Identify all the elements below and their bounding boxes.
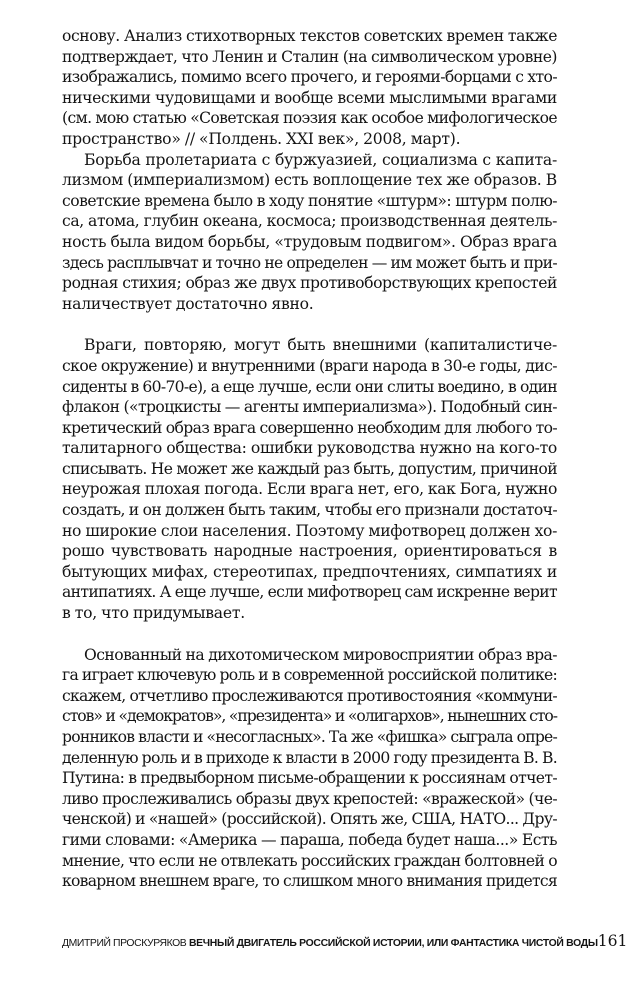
text-line: рошо чувствовать народные настроения, ориентироваться в xyxy=(62,542,557,561)
text-line: ность была видом борьбы, «трудовым подвигом». Образ врага xyxy=(62,232,557,251)
page-number: 161 xyxy=(597,932,627,950)
text-line: сиденты в 60-70-е), а еще лучше, если они слиты воедино, в один xyxy=(62,377,557,396)
text-line: основу. Анализ стихотворных текстов советских времен также xyxy=(62,27,557,45)
running-head xyxy=(62,938,598,949)
text-line: Основанный на дихотомическом мировосприятии образ вра- xyxy=(84,645,557,664)
text-line: Борьба пролетариата с буржуазией, социализма с капита- xyxy=(84,150,557,169)
text-line: Враги, повторяю, могут быть внешними (капиталистиче- xyxy=(84,336,557,355)
text-line: талитарного общества: ошибки руководства нужно на кого-то xyxy=(62,439,557,458)
text-line: родная стихия; образ же двух противоборствующих крепостей xyxy=(62,274,557,293)
text-line: неурожая плохая погода. Если врага нет, его, как Бога, нужно xyxy=(62,480,557,499)
text-line: ливо прослеживались образы двух крепостей: «вражеской» (че- xyxy=(62,789,557,808)
text-line: советские времена было в ходу понятие «штурм»: штурм полю- xyxy=(62,191,557,210)
text-line: наличествует достаточно явно. xyxy=(62,294,314,313)
text-line: пространство» // «Полдень. XXI век», 2008, март). xyxy=(62,129,461,148)
running-footer xyxy=(62,932,627,950)
text-line: лизмом (империализмом) есть воплощение тех же образов. В xyxy=(62,171,557,190)
paragraph-gap xyxy=(62,624,557,645)
text-line: кретический образ врага совершенно необходим для любого то- xyxy=(62,418,557,437)
running-head-author: ДМИТРИЙ ПРОСКУРЯКОВ xyxy=(62,938,187,949)
text-line: Путина: в предвыборном письме-обращении к россиянам отчет- xyxy=(62,769,557,788)
text-line: мнение, что если не отвлекать российских граждан болтовней о xyxy=(62,851,557,870)
text-line: но широкие слои населения. Поэтому мифотворец должен хо- xyxy=(62,521,557,540)
text-line: флакон («троцкисты — агенты империализма»). Подобный син- xyxy=(62,398,557,417)
text-line: изображались, помимо всего прочего, и героями-борцами с хто- xyxy=(62,68,557,87)
text-line: гими словами: «Америка — параша, победа будет наша...» Есть xyxy=(62,830,557,849)
text-line: антипатиях. А еще лучше, если мифотворец сам искренне верит xyxy=(62,583,557,602)
text-line: здесь расплывчат и точно не определен — им может быть и при- xyxy=(62,253,557,272)
running-head-title: ВЕЧНЫЙ ДВИГАТЕЛЬ РОССИЙСКОЙ ИСТОРИИ, ИЛИ ФАНТАСТИКА ЧИСТОЙ ВОДЫ xyxy=(188,938,598,949)
paragraph xyxy=(62,645,557,892)
text-line: в то, что придумывает. xyxy=(62,604,245,623)
paragraph xyxy=(62,150,557,315)
text-line: создать, и он должен быть таким, чтобы его признали достаточ- xyxy=(62,501,557,520)
text-line: ское окружение) и внутренними (враги народа в 30-е годы, дис- xyxy=(62,356,557,375)
text-line: стов» и «демократов», «президента» и «олигархов», нынешних сто- xyxy=(62,707,557,726)
paragraph xyxy=(62,26,557,150)
text-line: ченской) и «нашей» (российской). Опять же, США, НАТО... Дру- xyxy=(62,810,557,829)
text-line: коварном внешнем враге, то слишком много внимания придется xyxy=(62,872,557,891)
paragraph-gap xyxy=(62,314,557,335)
text-line: (см. мою статью «Советская поэзия как особое мифологическое xyxy=(62,109,557,128)
text-line: га играет ключевую роль и в современной российской политике: xyxy=(62,666,557,685)
text-line: подтверждает, что Ленин и Сталин (на символическом уровне) xyxy=(62,47,557,66)
paragraph xyxy=(62,335,557,623)
text-line: са, атома, глубин океана, космоса; производственная деятель- xyxy=(62,212,557,231)
page-body xyxy=(62,26,557,892)
text-line: скажем, отчетливо прослеживаются противостояния «коммуни- xyxy=(62,686,557,705)
text-line: списывать. Не может же каждый раз быть, допустим, причиной xyxy=(62,459,557,478)
text-line: деленную роль и в приходе к власти в 2000 году президента В. В. xyxy=(62,748,557,767)
text-line: бытующих мифах, стереотипах, предпочтениях, симпатиях и xyxy=(62,562,557,581)
text-line: ническими чудовищами и вообще всеми мыслимыми врагами xyxy=(62,88,557,107)
text-line: ронников власти и «несогласных». Та же «фишка» сыграла опре- xyxy=(62,728,557,746)
